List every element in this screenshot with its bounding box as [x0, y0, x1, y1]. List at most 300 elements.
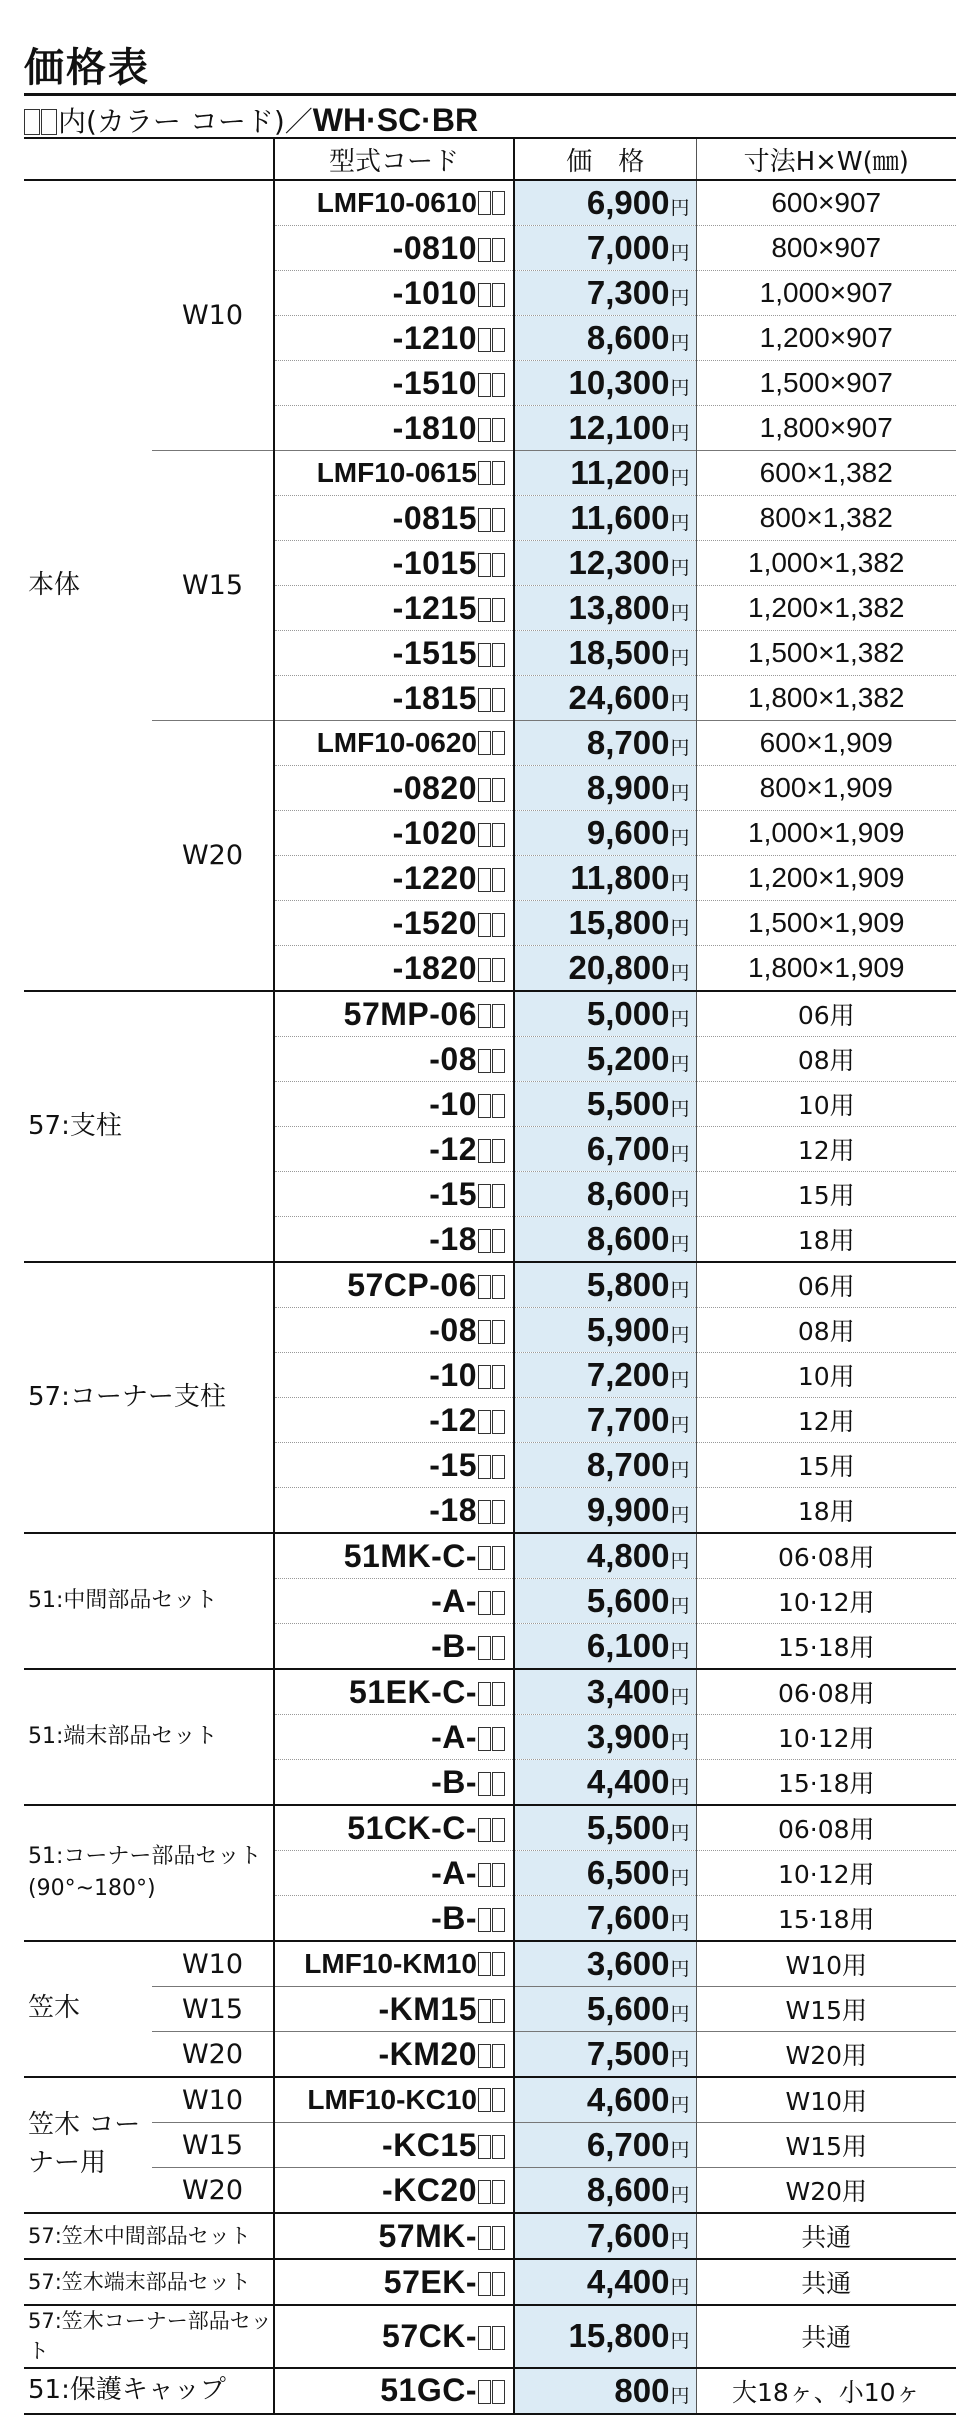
model-code — [274, 1172, 514, 1217]
price-value: 5,500 — [586, 1085, 670, 1122]
price — [514, 631, 696, 676]
price — [514, 271, 696, 316]
price — [514, 1624, 696, 1670]
model-code — [274, 1082, 514, 1127]
dimension: 1,000×907 — [696, 271, 956, 316]
subgroup-label: W10 — [152, 2077, 274, 2123]
dimension: 1,500×1,382 — [696, 631, 956, 676]
table-row — [24, 2032, 956, 2078]
model-code-text: -1020 — [392, 814, 477, 851]
price-value: 24,600 — [568, 679, 670, 716]
color-box-icon — [24, 109, 40, 135]
price-value: 8,600 — [586, 2171, 670, 2208]
price-value: 8,700 — [586, 724, 670, 761]
yen-unit: 円 — [670, 512, 690, 534]
model-code-text: 51CK-C- — [347, 1809, 477, 1846]
price-value: 5,000 — [586, 995, 670, 1032]
model-code-text: 57MK- — [378, 2217, 477, 2254]
model-code — [274, 1127, 514, 1172]
color-box-icon — [41, 109, 57, 135]
model-code-text: -B- — [431, 1899, 477, 1936]
price — [514, 1669, 696, 1715]
price — [514, 1715, 696, 1760]
yen-unit: 円 — [670, 557, 690, 579]
model-code — [274, 1941, 514, 1987]
model-code — [274, 1308, 514, 1353]
model-code-text: -0815 — [392, 499, 477, 536]
model-code-text: -08 — [429, 1040, 477, 1077]
price-value: 15,800 — [568, 904, 670, 941]
price — [514, 991, 696, 1037]
model-code-text: 51EK-C- — [349, 1673, 477, 1710]
yen-unit: 円 — [670, 1008, 690, 1030]
dimension: 600×907 — [696, 180, 956, 226]
price-value: 7,500 — [586, 2035, 670, 2072]
model-code — [274, 2213, 514, 2259]
model-code — [274, 1488, 514, 1534]
price — [514, 1805, 696, 1851]
price-value: 5,600 — [586, 1582, 670, 1619]
subgroup-label: W20 — [152, 721, 274, 992]
model-code — [274, 316, 514, 361]
price-value: 8,900 — [586, 769, 670, 806]
model-code-text: -A- — [431, 1854, 477, 1891]
price-value: 7,000 — [586, 229, 670, 266]
yen-unit: 円 — [670, 1053, 690, 1075]
dimension: 10·12用 — [696, 1715, 956, 1760]
model-code-text: LMF10-0615 — [316, 457, 477, 488]
group-label: 51:中間部品セット — [24, 1533, 274, 1669]
price — [514, 856, 696, 901]
model-code — [274, 1533, 514, 1579]
price — [514, 541, 696, 586]
page-title: 価格表 — [24, 45, 150, 91]
dimension: 15·18用 — [696, 1624, 956, 1670]
dimension: 10用 — [696, 1082, 956, 1127]
model-code-text: 51GC- — [380, 2372, 477, 2409]
table-row — [24, 2077, 956, 2123]
dimension: 1,500×1,909 — [696, 901, 956, 946]
group-label: 笠木 — [24, 1941, 152, 2077]
table-row — [24, 991, 956, 1037]
dimension: 12用 — [696, 1127, 956, 1172]
price — [514, 946, 696, 992]
group-label: 57:支柱 — [24, 991, 274, 1262]
yen-unit: 円 — [670, 1233, 690, 1255]
price-value: 8,700 — [586, 1446, 670, 1483]
price-value: 4,600 — [586, 2081, 670, 2118]
table-row — [24, 2368, 956, 2414]
price — [514, 1443, 696, 1488]
model-code-text: LMF10-0610 — [316, 187, 477, 218]
yen-unit: 円 — [670, 2184, 690, 2206]
price — [514, 2123, 696, 2168]
model-code — [274, 721, 514, 766]
price — [514, 180, 696, 226]
price-value: 7,600 — [586, 1899, 670, 1936]
price — [514, 1851, 696, 1896]
price — [514, 1172, 696, 1217]
yen-unit: 円 — [670, 2276, 690, 2298]
model-code-text: -15 — [429, 1446, 477, 1483]
model-code — [274, 2077, 514, 2123]
dimension: 12用 — [696, 1398, 956, 1443]
title-rule — [24, 93, 956, 96]
model-code — [274, 180, 514, 226]
price-value: 11,200 — [570, 454, 670, 491]
yen-unit: 円 — [670, 737, 690, 759]
yen-unit: 円 — [670, 1595, 690, 1617]
model-code — [274, 451, 514, 496]
price-value: 7,700 — [586, 1401, 670, 1438]
price-table — [24, 137, 956, 2415]
model-code-text: -12 — [429, 1130, 477, 1167]
model-code — [274, 406, 514, 451]
price — [514, 1760, 696, 1806]
yen-unit: 円 — [670, 872, 690, 894]
yen-unit: 円 — [670, 917, 690, 939]
subgroup-label: W10 — [152, 180, 274, 451]
price-value: 20,800 — [568, 949, 670, 986]
dimension: 800×1,382 — [696, 496, 956, 541]
model-code — [274, 991, 514, 1037]
model-code-text: -1520 — [392, 904, 477, 941]
price-value: 6,100 — [586, 1627, 670, 1664]
table-row — [24, 1941, 956, 1987]
dimension: 15·18用 — [696, 1760, 956, 1806]
header-category — [24, 138, 274, 180]
header-model: 型式コード — [274, 138, 514, 180]
yen-unit: 円 — [670, 1279, 690, 1301]
model-code-text: -KC15 — [382, 2126, 477, 2163]
yen-unit: 円 — [670, 1459, 690, 1481]
table-row — [24, 451, 956, 496]
model-code-text: -B- — [431, 1627, 477, 1664]
model-code — [274, 901, 514, 946]
price-value: 5,500 — [586, 1809, 670, 1846]
dimension: W15用 — [696, 1987, 956, 2032]
model-code-text: -18 — [429, 1220, 477, 1257]
header-size: 寸法H×W(㎜) — [696, 138, 956, 180]
price-value: 8,600 — [586, 319, 670, 356]
model-code-text: -1810 — [392, 409, 477, 446]
price-value: 7,200 — [586, 1356, 670, 1393]
yen-unit: 円 — [670, 1098, 690, 1120]
model-code — [274, 946, 514, 992]
model-code-text: 57CP-06 — [347, 1266, 477, 1303]
model-code — [274, 2305, 514, 2368]
dimension: 1,800×1,382 — [696, 676, 956, 721]
model-code — [274, 1805, 514, 1851]
price-value: 4,800 — [586, 1537, 670, 1574]
dimension: 800×907 — [696, 226, 956, 271]
model-code-text: -0820 — [392, 769, 477, 806]
model-code-text: LMF10-KC10 — [307, 2084, 477, 2115]
dimension: 1,800×907 — [696, 406, 956, 451]
subgroup-label: W20 — [152, 2032, 274, 2078]
group-label: 57:笠木端末部品セット — [24, 2259, 274, 2305]
dimension: 10·12用 — [696, 1579, 956, 1624]
model-code-text: 57CK- — [382, 2317, 477, 2354]
yen-unit: 円 — [670, 692, 690, 714]
price-value: 15,800 — [568, 2317, 670, 2355]
table-row — [24, 180, 956, 226]
model-code — [274, 766, 514, 811]
price-value: 10,300 — [568, 364, 670, 401]
yen-unit: 円 — [670, 1369, 690, 1391]
dimension: 大18ヶ、小10ヶ — [696, 2368, 956, 2414]
price — [514, 2368, 696, 2414]
price-value: 5,600 — [586, 1990, 670, 2027]
price — [514, 1533, 696, 1579]
table-row — [24, 1669, 956, 1715]
table-body — [24, 180, 956, 2414]
model-code — [274, 1037, 514, 1082]
dimension: 06·08用 — [696, 1805, 956, 1851]
model-code — [274, 2259, 514, 2305]
model-code — [274, 226, 514, 271]
price-value: 800 — [614, 2371, 670, 2409]
group-label: 57:笠木中間部品セット — [24, 2213, 274, 2259]
model-code-text: 57MP-06 — [343, 995, 477, 1032]
price-value: 7,300 — [586, 274, 670, 311]
dimension: W15用 — [696, 2123, 956, 2168]
price — [514, 2259, 696, 2305]
price — [514, 1488, 696, 1534]
price — [514, 676, 696, 721]
price — [514, 406, 696, 451]
table-row — [24, 2123, 956, 2168]
model-code-text: -12 — [429, 1401, 477, 1438]
dimension: 1,200×907 — [696, 316, 956, 361]
dimension: 15用 — [696, 1172, 956, 1217]
yen-unit: 円 — [670, 2384, 690, 2407]
dimension: 共通 — [696, 2213, 956, 2259]
group-label: 51:コーナー部品セット (90°~180°) — [24, 1805, 274, 1941]
price — [514, 586, 696, 631]
color-code-prefix: 内(カラー コード)／ — [58, 105, 313, 138]
yen-unit: 円 — [670, 2330, 690, 2353]
model-code-text: -1820 — [392, 949, 477, 986]
yen-unit: 円 — [670, 2003, 690, 2025]
model-code — [274, 1715, 514, 1760]
yen-unit: 円 — [670, 1504, 690, 1526]
model-code — [274, 2032, 514, 2078]
model-code-text: -A- — [431, 1718, 477, 1755]
model-code — [274, 541, 514, 586]
price-value: 11,800 — [570, 859, 670, 896]
model-code-text: -15 — [429, 1175, 477, 1212]
model-code — [274, 496, 514, 541]
dimension: 10用 — [696, 1353, 956, 1398]
group-label: 本体 — [24, 180, 152, 991]
price — [514, 1398, 696, 1443]
model-code-text: -1210 — [392, 319, 477, 356]
price — [514, 901, 696, 946]
price — [514, 811, 696, 856]
model-code — [274, 2368, 514, 2414]
dimension: 1,500×907 — [696, 361, 956, 406]
price-value: 5,200 — [586, 1040, 670, 1077]
price-value: 7,600 — [586, 2217, 670, 2254]
model-code-text: -1010 — [392, 274, 477, 311]
table-row — [24, 1262, 956, 1308]
model-code — [274, 856, 514, 901]
dimension: W20用 — [696, 2032, 956, 2078]
price — [514, 1353, 696, 1398]
price — [514, 766, 696, 811]
yen-unit: 円 — [670, 647, 690, 669]
dimension: 15用 — [696, 1443, 956, 1488]
price-value: 8,600 — [586, 1220, 670, 1257]
yen-unit: 円 — [670, 1414, 690, 1436]
model-code-text: -10 — [429, 1356, 477, 1393]
yen-unit: 円 — [670, 2139, 690, 2161]
yen-unit: 円 — [670, 962, 690, 984]
yen-unit: 円 — [670, 1640, 690, 1662]
group-label: 57:笠木コーナー部品セット — [24, 2305, 274, 2368]
model-code-text: -1515 — [392, 634, 477, 671]
price — [514, 1308, 696, 1353]
model-code — [274, 811, 514, 856]
dimension: 18用 — [696, 1488, 956, 1534]
price-value: 3,900 — [586, 1718, 670, 1755]
subgroup-label: W15 — [152, 451, 274, 721]
yen-unit: 円 — [670, 1867, 690, 1889]
color-code-note — [24, 100, 478, 140]
dimension: 共通 — [696, 2259, 956, 2305]
price-value: 18,500 — [568, 634, 670, 671]
yen-unit: 円 — [670, 242, 690, 264]
price-value: 9,900 — [586, 1491, 670, 1528]
dimension: 06·08用 — [696, 1669, 956, 1715]
model-code-text: -1510 — [392, 364, 477, 401]
table-row — [24, 2259, 956, 2305]
price — [514, 2168, 696, 2214]
dimension: 1,800×1,909 — [696, 946, 956, 992]
price-value: 6,700 — [586, 2126, 670, 2163]
table-header-row — [24, 138, 956, 180]
model-code — [274, 1262, 514, 1308]
model-code-text: -1015 — [392, 544, 477, 581]
price-value: 13,800 — [568, 589, 670, 626]
table-row — [24, 1805, 956, 1851]
yen-unit: 円 — [670, 1550, 690, 1572]
price — [514, 2305, 696, 2368]
model-code-text: -B- — [431, 1763, 477, 1800]
subgroup-label: W20 — [152, 2168, 274, 2214]
color-code-list: WH·SC·BR — [312, 102, 479, 138]
model-code-text: -10 — [429, 1085, 477, 1122]
dimension: 15·18用 — [696, 1896, 956, 1942]
model-code — [274, 1398, 514, 1443]
dimension: 06·08用 — [696, 1533, 956, 1579]
price-value: 5,900 — [586, 1311, 670, 1348]
group-label: 51:端末部品セット — [24, 1669, 274, 1805]
model-code — [274, 2123, 514, 2168]
yen-unit: 円 — [670, 1776, 690, 1798]
model-code-text: LMF10-0620 — [316, 727, 477, 758]
price-value: 6,900 — [586, 184, 670, 221]
price-value: 6,500 — [586, 1854, 670, 1891]
model-code — [274, 1987, 514, 2032]
price — [514, 1127, 696, 1172]
model-code — [274, 1896, 514, 1942]
dimension: W10用 — [696, 2077, 956, 2123]
subgroup-label: W10 — [152, 1941, 274, 1987]
dimension: 600×1,909 — [696, 721, 956, 766]
model-code-text: -1815 — [392, 679, 477, 716]
price-value: 6,700 — [586, 1130, 670, 1167]
dimension: 06用 — [696, 1262, 956, 1308]
dimension: 1,200×1,909 — [696, 856, 956, 901]
yen-unit: 円 — [670, 1822, 690, 1844]
price-value: 3,400 — [586, 1673, 670, 1710]
price — [514, 1262, 696, 1308]
subgroup-label: W15 — [152, 2123, 274, 2168]
dimension: W20用 — [696, 2168, 956, 2214]
yen-unit: 円 — [670, 1912, 690, 1934]
price — [514, 1082, 696, 1127]
price — [514, 1896, 696, 1942]
price — [514, 1217, 696, 1263]
yen-unit: 円 — [670, 467, 690, 489]
price-value: 11,600 — [570, 499, 670, 536]
price-value: 4,400 — [586, 1763, 670, 1800]
dimension: 06用 — [696, 991, 956, 1037]
yen-unit: 円 — [670, 602, 690, 624]
model-code — [274, 676, 514, 721]
price-value: 3,600 — [586, 1945, 670, 1982]
dimension: 1,000×1,909 — [696, 811, 956, 856]
dimension: 08用 — [696, 1037, 956, 1082]
model-code — [274, 1353, 514, 1398]
yen-unit: 円 — [670, 197, 690, 219]
header-price: 価 格 — [514, 138, 696, 180]
model-code-text: -A- — [431, 1582, 477, 1619]
price — [514, 316, 696, 361]
table-row — [24, 2168, 956, 2214]
yen-unit: 円 — [670, 2230, 690, 2252]
yen-unit: 円 — [670, 332, 690, 354]
model-code-text: -0810 — [392, 229, 477, 266]
group-label: 51:保護キャップ — [24, 2368, 274, 2414]
dimension: 600×1,382 — [696, 451, 956, 496]
group-label: 57:コーナー支柱 — [24, 1262, 274, 1533]
model-code-text: -08 — [429, 1311, 477, 1348]
yen-unit: 円 — [670, 377, 690, 399]
model-code — [274, 1217, 514, 1263]
price-value: 9,600 — [586, 814, 670, 851]
price — [514, 1579, 696, 1624]
price — [514, 226, 696, 271]
price-value: 12,300 — [568, 544, 670, 581]
model-code — [274, 1443, 514, 1488]
model-code — [274, 586, 514, 631]
table-row — [24, 1533, 956, 1579]
model-code-text: -18 — [429, 1491, 477, 1528]
model-code-text: 51MK-C- — [343, 1537, 477, 1574]
table-row — [24, 1987, 956, 2032]
dimension: 08用 — [696, 1308, 956, 1353]
model-code — [274, 2168, 514, 2214]
yen-unit: 円 — [670, 422, 690, 444]
yen-unit: 円 — [670, 2048, 690, 2070]
yen-unit: 円 — [670, 1188, 690, 1210]
price — [514, 1941, 696, 1987]
price-value: 8,600 — [586, 1175, 670, 1212]
price-value: 12,100 — [568, 409, 670, 446]
